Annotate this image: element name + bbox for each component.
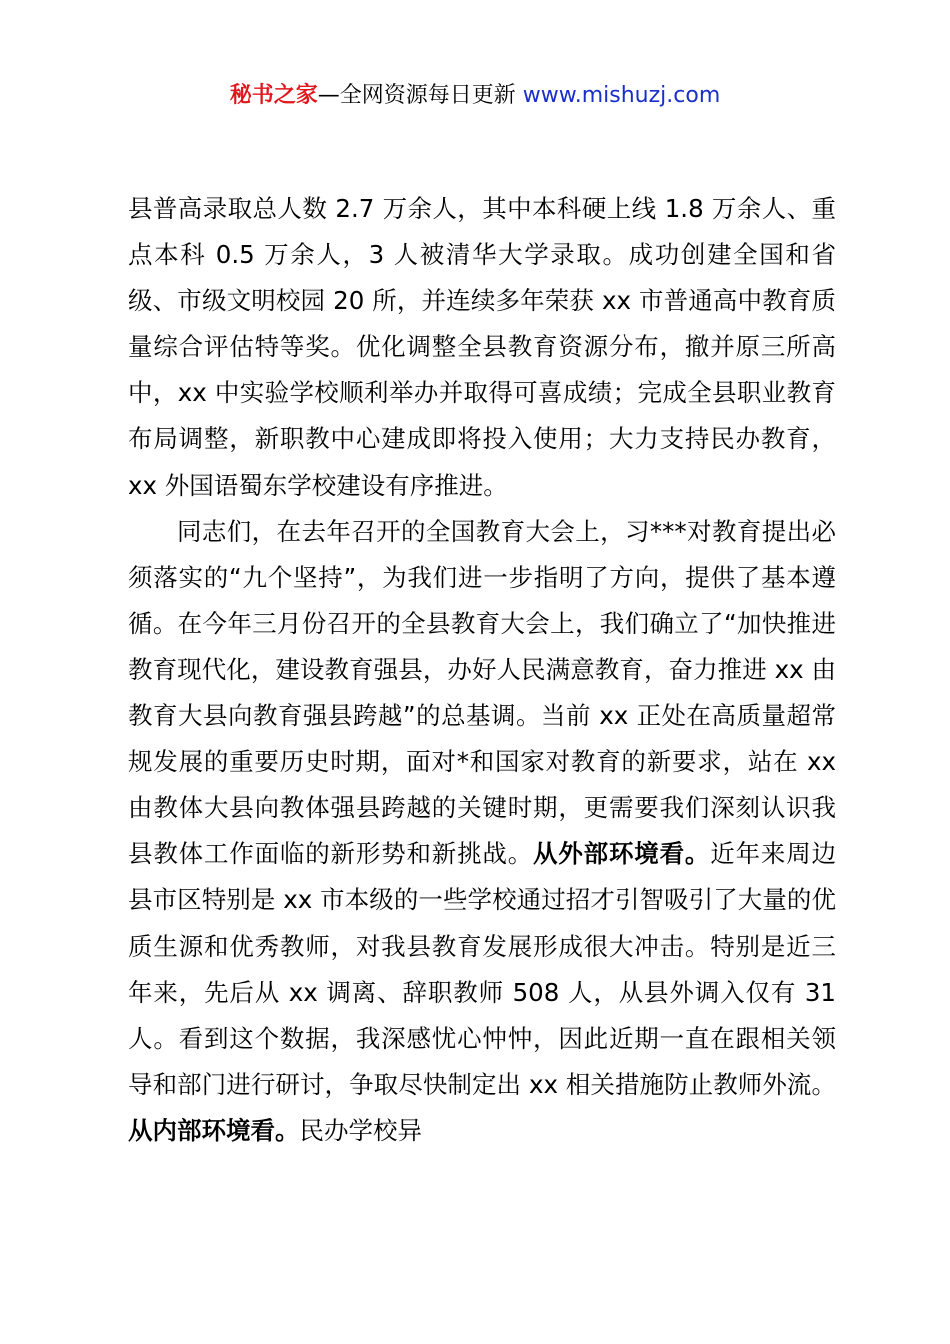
header-tagline: —全网资源每日更新 xyxy=(317,83,516,108)
brand-name: 秘书之家 xyxy=(229,83,318,108)
paragraph-text: 同志们，在去年召开的全国教育大会上，习***对教育提出必须落实的“九个坚持”，为我们进一步指明了方向，提供了基本遵循。在今年三月份召开的全县教育大会上，我们确立了“加快推进教育现代化，建设教育强县，办好人民满意教育，奋力推进 xx 由教育大县向教育强县跨越”的总基调。当前 xx 正处在高质量超常规发展的重要历史时期，面对*和国家对教育的新要求，站在 xx 由教体大县向教体强县跨越的关键时期，更需要我们深刻认识我县教体工作面临的新形势和新挑战。 xyxy=(128,516,836,869)
paragraph-text: 县普高录取总人数 2.7 万余人，其中本科硬上线 1.8 万余人、重点本科 0.5 万余人，3 人被清华大学录取。成功创建全国和省级、市级文明校园 20 所，并连续多年荣获 xx 市普通高中教育质量综合评估特等奖。优化调整全县教育资源分布，撤并原三所高中，xx 中实验学校顺利举办并取得可喜成绩；完成全县职业教育布局调整，新职教中心建成即将投入使用；大力支持民办教育，xx 外国语蜀东学校建设有序推进。 xyxy=(128,194,836,500)
heading-external-environment: 从外部环境看。 xyxy=(533,839,711,869)
paragraph-1 xyxy=(128,186,836,509)
paragraph-text: 民办学校异 xyxy=(299,1115,422,1145)
page-header xyxy=(0,80,950,112)
paragraph-2 xyxy=(128,509,836,1154)
heading-internal-environment: 从内部环境看。 xyxy=(128,1115,300,1145)
website-link[interactable]: www.mishuzj.com xyxy=(522,83,721,108)
document-body xyxy=(128,186,836,1154)
paragraph-text: 近年来周边县市区特别是 xx 市本级的一些学校通过招才引智吸引了大量的优质生源和优秀教师，对我县教育发展形成很大冲击。特别是近三年来，先后从 xx 调离、辞职教师 508 人，从县外调入仅有 31 人。看到这个数据，我深感忧心忡忡，因此近期一直在跟相关领导和部门进行研讨，争取尽快制定出 xx 相关措施防止教师外流。 xyxy=(128,839,837,1099)
